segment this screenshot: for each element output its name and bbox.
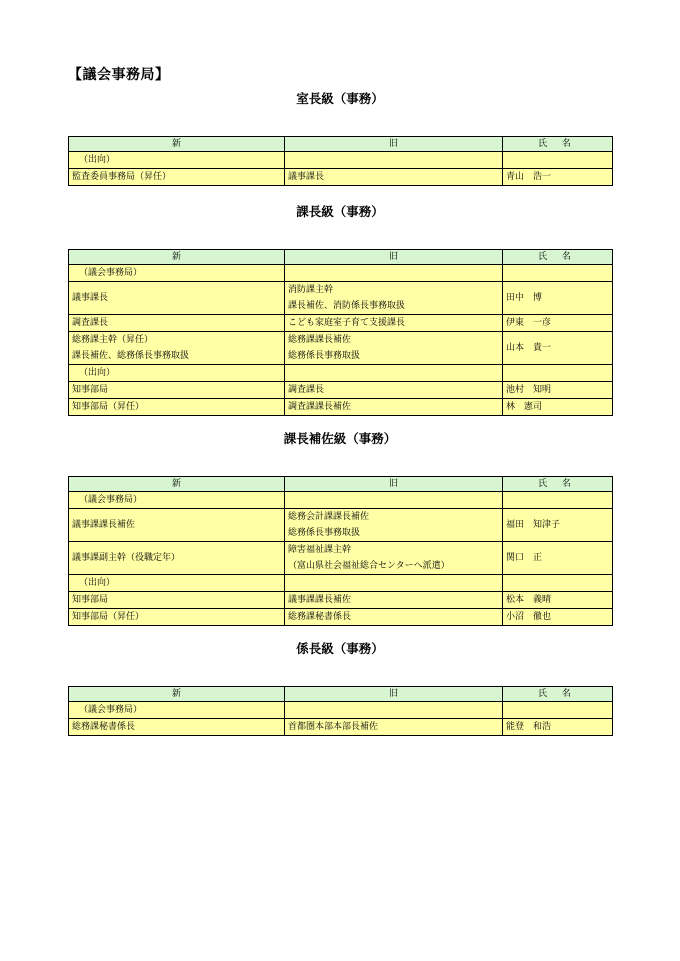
person-name: 山本 貴一 [503,332,613,365]
old-position: 課長補佐、消防係長事務取扱 [288,301,406,311]
new-position-cell [69,382,285,399]
empty-cell [503,265,613,282]
empty-cell [285,575,503,592]
person-name: 田中 博 [503,282,613,315]
group-label: （出向） [69,575,285,592]
new-position-cell [69,592,285,609]
empty-cell [285,265,503,282]
empty-cell [285,492,503,509]
person-name: 小沼 徹也 [503,609,613,626]
old-position: 障害福祉課主幹 [288,545,352,555]
old-position-cell [285,382,503,399]
empty-cell [503,492,613,509]
new-position-cell [69,399,285,416]
new-position-cell [69,282,285,315]
old-position: 総務会計課課長補佐 [288,512,370,522]
old-position: 総務課秘書係長 [288,612,352,622]
old-position: 議事課課長補佐 [288,595,352,605]
header-new: 新 [69,687,285,702]
empty-cell [503,702,613,719]
person-name: 関口 正 [503,542,613,575]
personnel-table [68,249,613,416]
old-position-cell [285,169,503,186]
personnel-table [68,686,613,736]
new-position-cell [69,169,285,186]
table-header-row [69,687,613,702]
header-old: 旧 [285,477,503,492]
old-position-cell [285,719,503,736]
old-position-cell [285,315,503,332]
group-row [69,492,613,509]
old-position: 消防課主幹 [288,285,334,295]
new-position: 知事部局（昇任） [72,402,145,412]
new-position: 議事課長 [72,293,109,303]
header-name: 氏 名 [503,137,613,152]
group-row [69,575,613,592]
table-header-row [69,137,613,152]
section-title: 室長級（事務） [296,91,384,106]
table-row [69,542,613,575]
new-position-cell [69,509,285,542]
empty-cell [503,365,613,382]
new-position-cell [69,609,285,626]
group-label: （議会事務局） [69,265,285,282]
old-position: 調査課課長補佐 [288,402,352,412]
empty-cell [503,152,613,169]
header-new: 新 [69,250,285,265]
person-name: 青山 浩一 [503,169,613,186]
old-position: 議事課長 [288,172,325,182]
header-new: 新 [69,137,285,152]
table-row [69,592,613,609]
table-row [69,282,613,315]
new-position: 総務課主幹（昇任） [72,335,154,345]
header-new: 新 [69,477,285,492]
group-row [69,702,613,719]
group-label: （出向） [69,152,285,169]
old-position-cell [285,282,503,315]
new-position: 議事課課長補佐 [72,520,136,530]
new-position: 議事課副主幹（役職定年） [72,553,181,563]
person-name: 福田 知津子 [503,509,613,542]
old-position-cell [285,592,503,609]
table-header-row [69,250,613,265]
group-label: （議会事務局） [69,492,285,509]
new-position-cell [69,315,285,332]
old-position: 首都圏本部本部長補佐 [288,722,379,732]
table-row [69,509,613,542]
new-position: 知事部局（昇任） [72,612,145,622]
old-position: 総務係長事務取扱 [288,351,361,361]
header-old: 旧 [285,137,503,152]
new-position: 課長補佐、総務係長事務取扱 [72,351,190,361]
empty-cell [285,152,503,169]
table-header-row [69,477,613,492]
old-position: （富山県社会福祉総合センターへ派遣） [288,561,450,571]
section-title: 課長補佐級（事務） [283,431,397,446]
section-title: 係長級（事務） [296,641,384,656]
table-row [69,609,613,626]
table-row [69,719,613,736]
person-name: 松本 義晴 [503,592,613,609]
old-position: 調査課長 [288,385,325,395]
empty-cell [285,365,503,382]
old-position-cell [285,332,503,365]
new-position-cell [69,332,285,365]
header-name: 氏 名 [503,687,613,702]
old-position: 総務係長事務取扱 [288,528,361,538]
person-name: 伊東 一彦 [503,315,613,332]
old-position-cell [285,399,503,416]
old-position-cell [285,542,503,575]
new-position: 監査委員事務局（昇任） [72,172,172,182]
group-row [69,152,613,169]
group-row [69,265,613,282]
group-row [69,365,613,382]
new-position-cell [69,719,285,736]
person-name: 能登 和浩 [503,719,613,736]
header-old: 旧 [285,250,503,265]
table-row [69,332,613,365]
person-name: 林 憲司 [503,399,613,416]
table-row [69,169,613,186]
header-name: 氏 名 [503,477,613,492]
table-row [69,315,613,332]
old-position: こども家庭室子育て支援課長 [288,318,406,328]
empty-cell [285,702,503,719]
personnel-table [68,476,613,626]
old-position: 総務課課長補佐 [288,335,352,345]
new-position-cell [69,542,285,575]
section-title: 課長級（事務） [296,204,384,219]
table-row [69,399,613,416]
page-heading: 【議会事務局】 [68,67,170,83]
old-position-cell [285,609,503,626]
empty-cell [503,575,613,592]
new-position: 調査課長 [72,318,109,328]
person-name: 池村 知明 [503,382,613,399]
personnel-table [68,136,613,186]
old-position-cell [285,509,503,542]
new-position: 知事部局 [72,595,109,605]
header-name: 氏 名 [503,250,613,265]
group-label: （議会事務局） [69,702,285,719]
table-row [69,382,613,399]
group-label: （出向） [69,365,285,382]
new-position: 知事部局 [72,385,109,395]
new-position: 総務課秘書係長 [72,722,136,732]
header-old: 旧 [285,687,503,702]
